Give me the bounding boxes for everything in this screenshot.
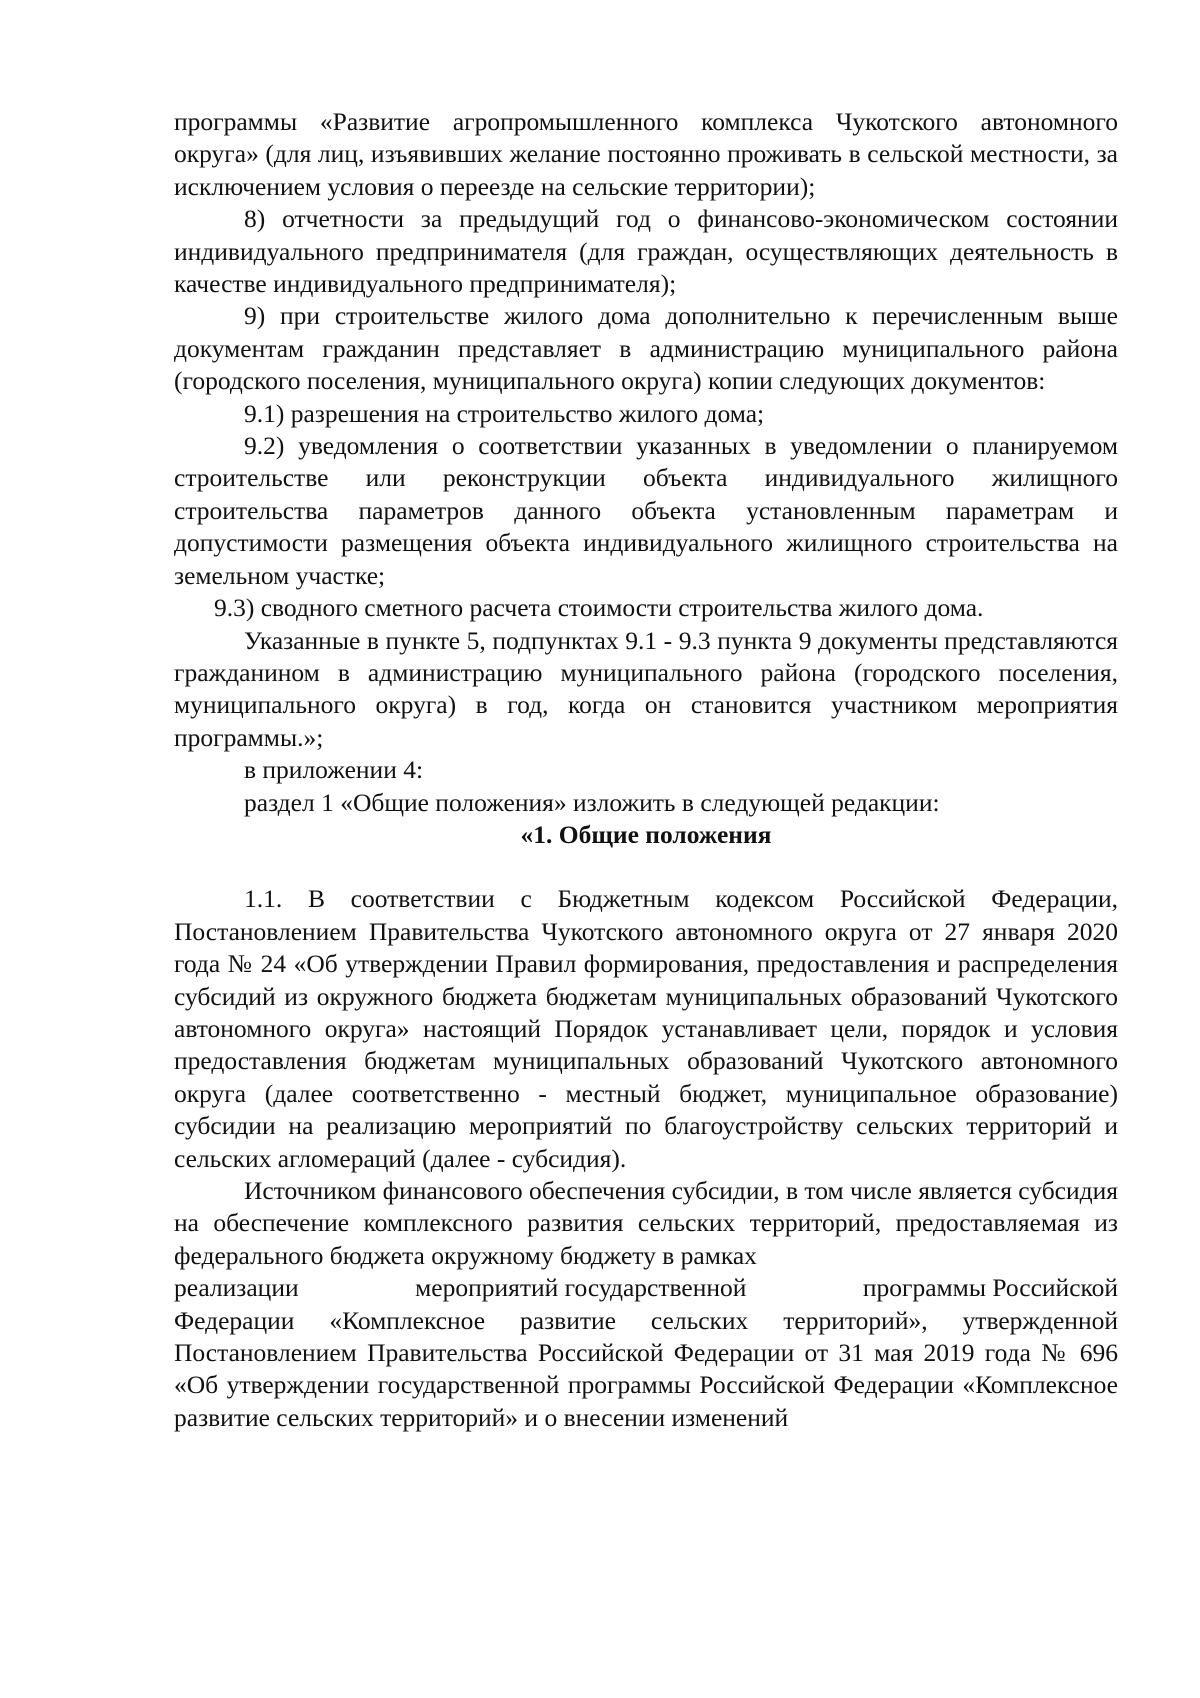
paragraph-item-8: 8) отчетности за предыдущий год о финансово-экономическом состоянии индивидуального предпринимателя (для граждан, осуществляющих деятельность в качестве индивидуального предпринимателя); <box>174 204 1118 299</box>
paragraph-item-9-2: 9.2) уведомления о соответствии указанных в уведомлении о планируемом строительстве или реконструкции объекта индивидуального жилищного строительства параметров данного объекта установленным параметрам и допустимости размещения объекта индивидуального жилищного строительства на земельном участке; <box>174 431 1118 590</box>
paragraph-item-9-1: 9.1) разрешения на строительство жилого дома; <box>244 398 765 428</box>
paragraph-1-1: 1.1. В соответствии с Бюджетным кодексом Российской Федерации, Постановлением Правительства Чукотского автономного округа от 27 января 2020 года № 24 «Об утверждении Правил формирования, предоставления и распределения субсидий из окружного бюджета бюджетам муниципальных образований Чукотского автономного округа» настоящий Порядок устанавливает цели, порядок и условия предоставления бюджетам муниципальных образований Чукотского автономного округа (далее соответственно - местный бюджет, муниципальное образование) субсидии на реализацию мероприятий по благоустройству сельских территорий и сельских агломераций (далее - субсидия). <box>174 884 1118 1173</box>
paragraph-funding-source-line <box>174 1272 1118 1304</box>
word-program: программы Российской <box>862 1273 1118 1303</box>
paragraph-item-9: 9) при строительстве жилого дома дополнительно к перечисленным выше документам гражданин представляет в администрацию муниципального района (городского поселения, муниципального округа) копии следующих документов: <box>174 301 1118 396</box>
paragraph-section-1-instruction: раздел 1 «Общие положения» изложить в следующей редакции: <box>244 787 940 817</box>
word-realization: реализации <box>174 1273 299 1303</box>
paragraph-appendix-4: в приложении 4: <box>244 755 424 785</box>
section-heading: «1. Общие положения <box>520 819 772 849</box>
document-page <box>174 106 1118 1434</box>
paragraph-item-9-3: 9.3) сводного сметного расчета стоимости строительства жилого дома. <box>214 593 984 623</box>
paragraph-intro: программы «Развитие агропромышленного комплекса Чукотского автономного округа» (для лиц, изъявивших желание постоянно проживать в сельской местности, за исключением условия о переезде на сельские территории); <box>174 107 1118 201</box>
paragraph-funding-source-end: Федерации «Комплексное развитие сельских территорий», утвержденной Постановлением Правительства Российской Федерации от 31 мая 2019 года № 696 «Об утверждении государственной программы Российской Федерации «Комплексное развитие сельских территорий» и о внесении изменений <box>174 1305 1118 1432</box>
word-measures: мероприятий государственной <box>415 1273 747 1303</box>
paragraph-documents-note: Указанные в пункте 5, подпунктах 9.1 - 9.3 пункта 9 документы представляются гражданином в администрацию муниципального района (городского поселения, муниципального округа) в год, когда он становится участником мероприятия программы.»; <box>174 625 1118 752</box>
spacer <box>174 851 1118 883</box>
paragraph-funding-source-start: Источником финансового обеспечения субсидии, в том числе является субсидия на обеспечение комплексного развития сельских территорий, предоставляемая из федерального бюджета окружному бюджету в рамках <box>174 1176 1118 1270</box>
